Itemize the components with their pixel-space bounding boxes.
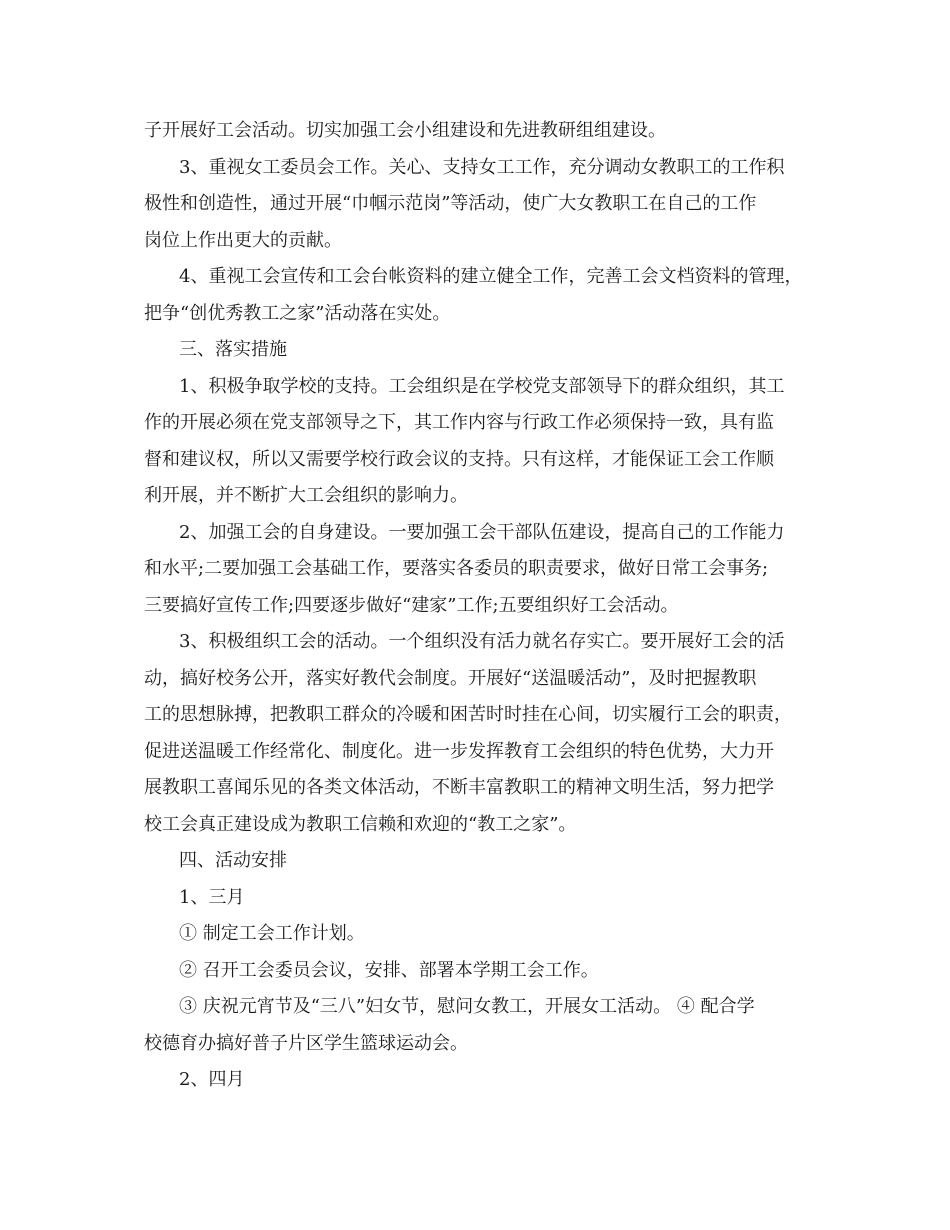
document-body (144, 113, 816, 1099)
text-line: 三、落实措施 (179, 339, 287, 360)
text-line: 1、积极争取学校的支持。工会组织是在学校党支部领导下的群众组织，其工 (179, 375, 785, 397)
text-line: 4、重视工会宣传和工会台帐资料的建立健全工作，完善工会文档资料的管理， (179, 266, 803, 287)
text-line: ③ 庆祝元宵节及“三八”妇女节，慰问女教工，开展女工活动。 ④ 配合学 (179, 996, 755, 1017)
text-line: 动，搞好校务公开，落实好教代会制度。开展好“送温暖活动”，及时把握教职 (144, 667, 757, 689)
text-line: ② 召开工会委员会议，安排、部署本学期工会工作。 (179, 959, 599, 981)
text-line: 利开展，并不断扩大工会组织的影响力。 (144, 485, 468, 506)
text-line: 展教职工喜闻乐见的各类文体活动，不断丰富教职工的精神文明生活，努力把学 (144, 777, 774, 798)
text-line: 2、四月 (179, 1069, 245, 1090)
text-line: 工的思想脉搏，把教职工群众的冷暖和困苦时时挂在心间，切实履行工会的职责， (144, 704, 792, 725)
text-line: 3、重视女工委员会工作。关心、支持女工工作，充分调动女教职工的工作积 (179, 156, 785, 178)
text-line: 3、积极组织工会的活动。一个组织没有活力就名存实亡。要开展好工会的活 (179, 631, 785, 652)
text-line: 岗位上作出更大的贡献。 (144, 229, 342, 251)
text-line: 作的开展必须在党支部领导之下，其工作内容与行政工作必须保持一致，具有监 (144, 412, 774, 433)
text-line: 督和建议权，所以又需要学校行政会议的支持。只有这样，才能保证工会工作顺 (144, 448, 774, 470)
text-line: 和水平;二要加强工会基础工作，要落实各委员的职责要求，做好日常工会事务; (144, 558, 769, 579)
text-line: 子开展好工会活动。切实加强工会小组建设和先进教研组组建设。 (144, 120, 666, 141)
text-line: 校德育办搞好普子片区学生篮球运动会。 (144, 1032, 468, 1054)
text-line: ① 制定工会工作计划。 (179, 923, 365, 944)
text-line: 校工会真正建设成为教职工信赖和欢迎的“教工之家”。 (144, 813, 577, 835)
text-line: 2、加强工会的自身建设。一要加强工会干部队伍建设，提高自己的工作能力 (179, 521, 785, 543)
text-line: 把争“创优秀教工之家”活动落在实处。 (144, 302, 451, 324)
text-line: 三要搞好宣传工作;四要逐步做好“建家”工作;五要组织好工会活动。 (144, 594, 679, 616)
text-line: 促进送温暖工作经常化、制度化。进一步发挥教育工会组织的特色优势，大力开 (144, 740, 774, 762)
text-line: 极性和创造性，通过开展“巾帼示范岗”等活动，使广大女教职工在自己的工作 (144, 193, 757, 214)
text-line: 1、三月 (179, 886, 245, 908)
text-line: 四、活动安排 (179, 850, 287, 871)
